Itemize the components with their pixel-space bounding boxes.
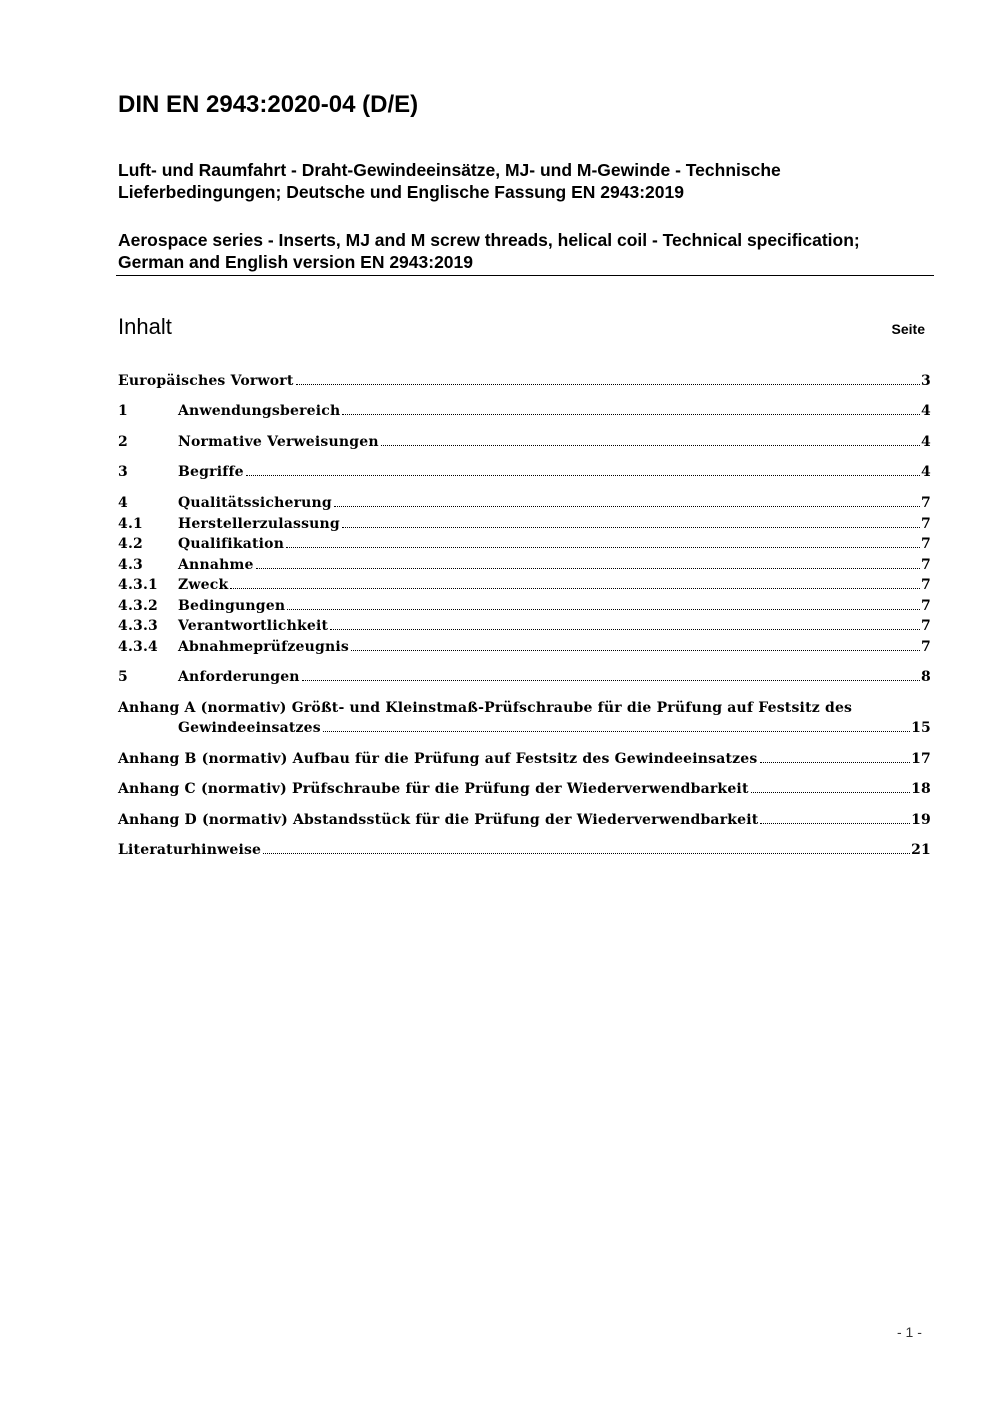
subtitle-german: Luft- und Raumfahrt - Draht-Gewindeeinsätze, MJ- und M-Gewinde - Technische Lieferbedingungen; Deutsche und Englische Fassung EN 2943:2019 bbox=[118, 160, 781, 202]
toc-entry[interactable] bbox=[118, 637, 931, 657]
toc-entry-page: 3 bbox=[921, 373, 931, 389]
toc-dot-leader bbox=[381, 445, 920, 446]
toc-entry[interactable] bbox=[118, 667, 931, 687]
toc-entry-page: 7 bbox=[921, 639, 931, 655]
toc-entry-title: Begriffe bbox=[178, 464, 244, 480]
toc-dot-leader bbox=[230, 588, 920, 589]
toc-entry[interactable] bbox=[118, 840, 931, 860]
toc-entry-number: 4.3.3 bbox=[118, 618, 158, 634]
toc-entry-page: 4 bbox=[921, 464, 931, 480]
toc-dot-leader bbox=[323, 731, 910, 732]
subtitle-english: Aerospace series - Inserts, MJ and M screw threads, helical coil - Technical specification; German and English version EN 2943:2019 bbox=[118, 230, 860, 272]
page-number: - 1 - bbox=[897, 1324, 922, 1340]
toc-entry-title: Anhang B (normativ) Aufbau für die Prüfung auf Festsitz des Gewindeeinsatzes bbox=[118, 751, 758, 767]
toc-dot-leader bbox=[760, 762, 911, 763]
toc-dot-leader bbox=[330, 629, 920, 630]
toc-entry[interactable] bbox=[118, 596, 931, 616]
toc-entry[interactable] bbox=[118, 371, 931, 391]
toc-dot-leader bbox=[263, 853, 910, 854]
toc-entry-title: Normative Verweisungen bbox=[178, 434, 379, 450]
toc-entry-title: Bedingungen bbox=[178, 598, 286, 614]
toc-entry[interactable] bbox=[118, 401, 931, 421]
toc-entry-title: Anhang D (normativ) Abstandsstück für die Prüfung der Wiederverwendbarkeit bbox=[118, 812, 759, 828]
toc-entry-title: Anforderungen bbox=[178, 669, 300, 685]
toc-dot-leader bbox=[287, 609, 920, 610]
toc-dot-leader bbox=[342, 527, 920, 528]
toc-entry-title: Qualitätssicherung bbox=[178, 495, 332, 511]
toc-entry[interactable] bbox=[118, 810, 931, 830]
toc-entry-number: 4.3.1 bbox=[118, 577, 158, 593]
toc-entry[interactable] bbox=[118, 698, 931, 738]
toc-entry-page: 7 bbox=[921, 495, 931, 511]
toc-entry[interactable] bbox=[118, 616, 931, 636]
toc-dot-leader bbox=[351, 650, 920, 651]
toc-entry-page: 4 bbox=[921, 403, 931, 419]
toc-entry-number: 4.2 bbox=[118, 536, 143, 552]
document-title: DIN EN 2943:2020-04 (D/E) bbox=[118, 91, 419, 118]
toc-entry-number: 4.3.2 bbox=[118, 598, 158, 614]
toc-entry-page: 18 bbox=[911, 781, 931, 797]
toc-entry[interactable] bbox=[118, 749, 931, 769]
toc-entry-title: Annahme bbox=[178, 557, 254, 573]
toc-entry[interactable] bbox=[118, 555, 931, 575]
toc-entry-page: 7 bbox=[921, 557, 931, 573]
toc-entry-number: 5 bbox=[118, 669, 128, 685]
toc-entry[interactable] bbox=[118, 575, 931, 595]
toc-entry-number: 3 bbox=[118, 464, 128, 480]
toc-entry-title-continued: Gewindeeinsatzes bbox=[178, 720, 321, 736]
toc-entry[interactable] bbox=[118, 462, 931, 482]
toc-entry-number: 4.1 bbox=[118, 516, 143, 532]
toc-entry-page: 7 bbox=[921, 536, 931, 552]
toc-entry-title: Verantwortlichkeit bbox=[178, 618, 329, 634]
toc-entry-page: 19 bbox=[911, 812, 931, 828]
toc-entry-title: Anhang C (normativ) Prüfschraube für die Prüfung der Wiederverwendbarkeit bbox=[118, 781, 749, 797]
toc-entry-page: 7 bbox=[921, 618, 931, 634]
toc-entry-title: Abnahmeprüfzeugnis bbox=[178, 639, 349, 655]
toc-entry-page: 21 bbox=[911, 842, 931, 858]
toc-entry[interactable] bbox=[118, 779, 931, 799]
toc-heading: Inhalt bbox=[118, 314, 172, 339]
toc-page-label: Seite bbox=[891, 321, 925, 337]
toc-dot-leader bbox=[256, 568, 920, 569]
toc-entry-title: Europäisches Vorwort bbox=[118, 373, 294, 389]
toc-entry-title: Anhang A (normativ) Größt- und Kleinstmaß-Prüfschraube für die Prüfung auf Festsitz des bbox=[118, 700, 853, 716]
toc-dot-leader bbox=[751, 792, 910, 793]
toc-entry-title: Anwendungsbereich bbox=[178, 403, 341, 419]
toc-entry-title: Herstellerzulassung bbox=[178, 516, 340, 532]
toc-entry-title: Zweck bbox=[178, 577, 229, 593]
toc-entry-title: Literaturhinweise bbox=[118, 842, 262, 858]
toc-entry-number: 4.3.4 bbox=[118, 639, 158, 655]
toc-dot-leader bbox=[286, 547, 920, 548]
toc-entry[interactable] bbox=[118, 534, 931, 554]
toc-entry[interactable] bbox=[118, 514, 931, 534]
toc-entry-page: 7 bbox=[921, 598, 931, 614]
toc-dot-leader bbox=[342, 414, 920, 415]
toc-entry-page: 17 bbox=[911, 751, 931, 767]
toc-dot-leader bbox=[246, 475, 920, 476]
toc-entry-number: 4.3 bbox=[118, 557, 143, 573]
toc-entry-number: 4 bbox=[118, 495, 128, 511]
toc-entry-number: 1 bbox=[118, 403, 128, 419]
toc-entry-title: Qualifikation bbox=[178, 536, 285, 552]
toc-dot-leader bbox=[334, 506, 920, 507]
toc-dot-leader bbox=[760, 823, 910, 824]
toc-entry-page: 7 bbox=[921, 577, 931, 593]
toc-dot-leader bbox=[302, 680, 920, 681]
toc-entry-page: 7 bbox=[921, 516, 931, 532]
toc-entry-page: 15 bbox=[911, 720, 931, 736]
title-divider bbox=[116, 275, 934, 276]
toc-entry[interactable] bbox=[118, 432, 931, 452]
toc-dot-leader bbox=[296, 384, 921, 385]
toc-entry-page: 4 bbox=[921, 434, 931, 450]
toc-entry[interactable] bbox=[118, 493, 931, 513]
toc-entry-page: 8 bbox=[921, 669, 931, 685]
toc-entry-number: 2 bbox=[118, 434, 128, 450]
